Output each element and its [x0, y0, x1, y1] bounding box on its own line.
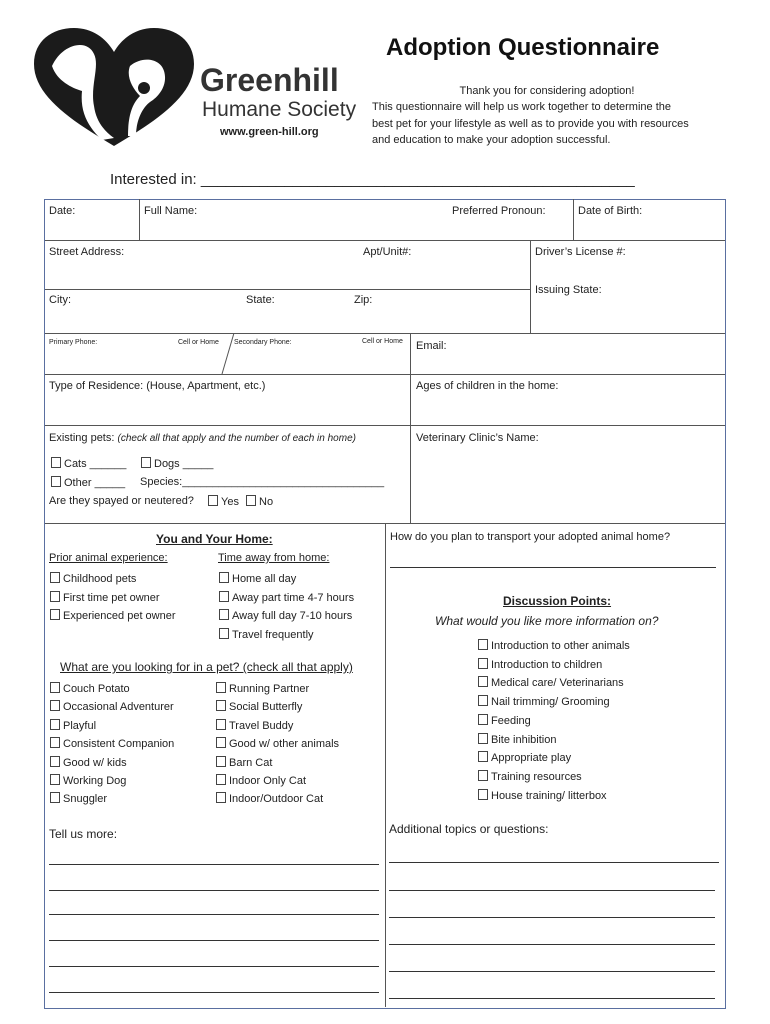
- pronoun-label: Preferred Pronoun:: [452, 205, 546, 217]
- looking-option[interactable]: Couch Potato: [50, 680, 174, 698]
- looking-option[interactable]: Social Butterfly: [216, 698, 339, 716]
- tell-more-line[interactable]: [49, 864, 379, 865]
- discussion-option[interactable]: Training resources: [478, 768, 630, 787]
- cell-or-home-2: Cell or Home: [362, 338, 403, 345]
- looking-option[interactable]: Working Dog: [50, 772, 174, 790]
- spayed-question: Are they spayed or neutered?: [49, 495, 194, 507]
- intro-line-1: Thank you for considering adoption!: [459, 85, 635, 97]
- spayed-no-checkbox[interactable]: No: [246, 495, 273, 508]
- looking-option[interactable]: Travel Buddy: [216, 717, 339, 735]
- prior-option[interactable]: Childhood pets: [50, 570, 176, 589]
- discussion-option[interactable]: Medical care/ Veterinarians: [478, 674, 630, 693]
- dogs-checkbox[interactable]: Dogs _____: [141, 457, 213, 470]
- additional-line[interactable]: [389, 890, 715, 891]
- time-option[interactable]: Away full day 7-10 hours: [219, 607, 354, 626]
- tell-more-line[interactable]: [49, 992, 379, 993]
- intro-line-2: This questionnaire will help us work together to determine the: [372, 101, 671, 114]
- prior-option[interactable]: Experienced pet owner: [50, 607, 176, 626]
- looking-left-list: [50, 680, 174, 809]
- time-option[interactable]: Away part time 4-7 hours: [219, 589, 354, 608]
- discussion-option[interactable]: Appropriate play: [478, 749, 630, 768]
- additional-line[interactable]: [389, 862, 719, 863]
- additional-line[interactable]: [389, 998, 715, 999]
- looking-option[interactable]: Indoor Only Cat: [216, 772, 339, 790]
- issuing-state-label: Issuing State:: [535, 284, 602, 296]
- discussion-option[interactable]: Nail trimming/ Grooming: [478, 693, 630, 712]
- time-option[interactable]: Home all day: [219, 570, 354, 589]
- interested-in-field[interactable]: Interested in: ____________________________________________________: [110, 171, 635, 188]
- residence-label: Type of Residence: (House, Apartment, etc.): [49, 380, 266, 392]
- time-heading: Time away from home:: [218, 552, 330, 564]
- species-field[interactable]: Species:_________________________________: [140, 476, 385, 488]
- tell-more-line[interactable]: [49, 966, 379, 967]
- prior-option[interactable]: First time pet owner: [50, 589, 176, 608]
- looking-option[interactable]: Consistent Companion: [50, 735, 174, 753]
- tell-more-label: Tell us more:: [49, 827, 118, 841]
- full-name-label: Full Name:: [144, 205, 198, 217]
- heart-pets-logo-icon: [32, 26, 202, 151]
- org-name-line1: Greenhill: [200, 62, 339, 98]
- license-label: Driver’s License #:: [535, 246, 626, 258]
- looking-option[interactable]: Playful: [50, 717, 174, 735]
- tell-more-line[interactable]: [49, 940, 379, 941]
- org-website[interactable]: www.green-hill.org: [220, 126, 319, 138]
- additional-line[interactable]: [389, 944, 715, 945]
- zip-label: Zip:: [354, 294, 373, 306]
- secondary-phone-label: Secondary Phone:: [234, 339, 292, 346]
- state-label: State:: [246, 294, 275, 306]
- looking-option[interactable]: Indoor/Outdoor Cat: [216, 790, 339, 808]
- looking-option[interactable]: Good w/ kids: [50, 754, 174, 772]
- org-name-line2: Humane Society: [202, 98, 357, 121]
- existing-pets-text: Existing pets:: [49, 432, 118, 444]
- looking-option[interactable]: Snuggler: [50, 790, 174, 808]
- discussion-option[interactable]: Introduction to other animals: [478, 637, 630, 656]
- discussion-option[interactable]: Introduction to children: [478, 656, 630, 675]
- discussion-heading: Discussion Points:: [503, 594, 612, 608]
- intro-line-4: and education to make your adoption successful.: [372, 133, 611, 146]
- tell-more-line[interactable]: [49, 890, 379, 891]
- logo: [32, 26, 362, 151]
- primary-phone-label: Primary Phone:: [49, 339, 98, 346]
- spayed-yes-checkbox[interactable]: Yes: [208, 495, 239, 508]
- looking-option[interactable]: Running Partner: [216, 680, 339, 698]
- dob-label: Date of Birth:: [578, 205, 643, 217]
- transport-question: How do you plan to transport your adopted animal home?: [390, 531, 671, 543]
- email-label: Email:: [416, 340, 447, 352]
- discussion-subheading: What would you like more information on?: [435, 614, 659, 628]
- looking-option[interactable]: Occasional Adventurer: [50, 698, 174, 716]
- intro-text: [372, 83, 722, 148]
- home-heading: You and Your Home:: [156, 532, 273, 546]
- children-label: Ages of children in the home:: [416, 380, 559, 392]
- existing-pets-note: (check all that apply and the number of each in home): [117, 433, 356, 444]
- cell-or-home-1: Cell or Home: [178, 339, 219, 346]
- existing-pets-label: [49, 432, 356, 444]
- page-title: Adoption Questionnaire: [386, 34, 660, 61]
- time-list: [219, 570, 354, 644]
- street-label: Street Address:: [49, 246, 125, 258]
- looking-right-list: [216, 680, 339, 809]
- looking-option[interactable]: Barn Cat: [216, 754, 339, 772]
- tell-more-line[interactable]: [49, 914, 379, 915]
- discussion-option[interactable]: Bite inhibition: [478, 731, 630, 750]
- prior-heading: Prior animal experience:: [49, 552, 168, 564]
- other-checkbox[interactable]: Other _____: [51, 476, 125, 489]
- apt-label: Apt/Unit#:: [363, 246, 412, 258]
- additional-line[interactable]: [389, 917, 715, 918]
- date-label: Date:: [49, 205, 76, 217]
- cats-checkbox[interactable]: Cats ______: [51, 457, 126, 470]
- time-option[interactable]: Travel frequently: [219, 626, 354, 645]
- prior-list: [50, 570, 176, 626]
- looking-heading: What are you looking for in a pet? (check all that apply): [60, 660, 353, 674]
- vet-label: Veterinary Clinic’s Name:: [416, 432, 539, 444]
- intro-line-3: best pet for your lifestyle as well as to provide you with resources: [372, 117, 689, 130]
- city-label: City:: [49, 294, 71, 306]
- additional-line[interactable]: [389, 971, 715, 972]
- additional-label: Additional topics or questions:: [389, 822, 549, 836]
- discussion-list: [478, 637, 630, 805]
- discussion-option[interactable]: Feeding: [478, 712, 630, 731]
- looking-option[interactable]: Good w/ other animals: [216, 735, 339, 753]
- transport-answer-line[interactable]: [390, 567, 716, 568]
- discussion-option[interactable]: House training/ litterbox: [478, 787, 630, 806]
